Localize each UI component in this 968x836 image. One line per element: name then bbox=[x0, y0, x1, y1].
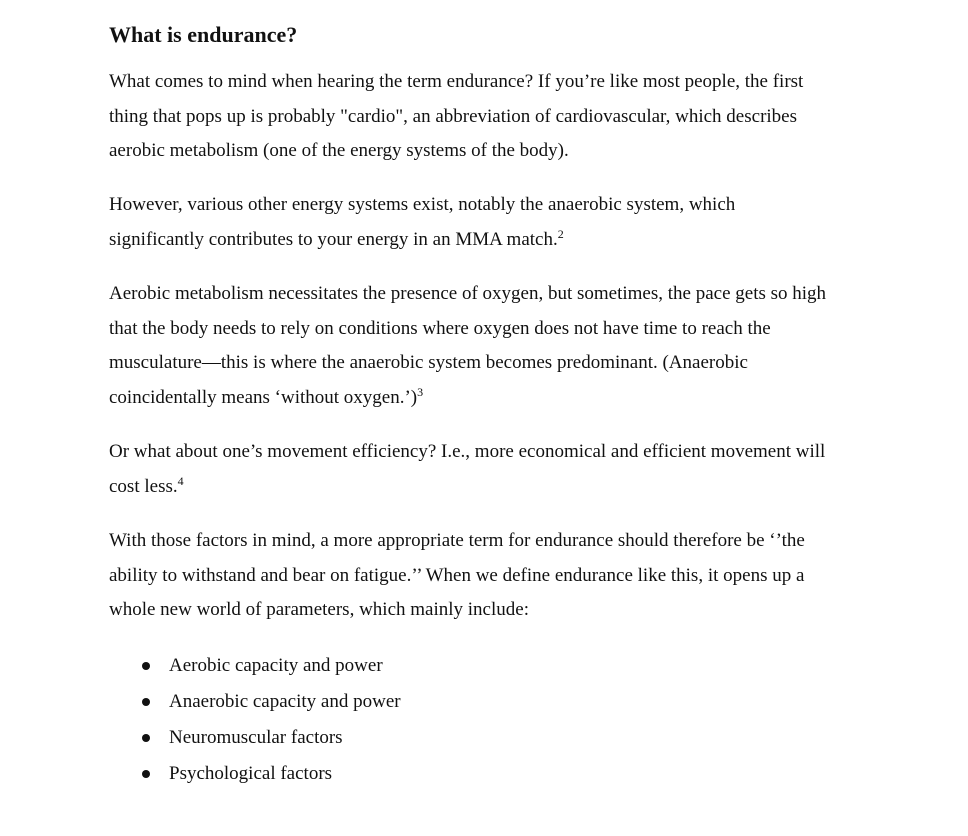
paragraph-line: However, various other energy systems exist, notably the anaerobic system, which bbox=[109, 194, 736, 215]
paragraph-line: that the body needs to rely on conditions where oxygen does not have time to reach the bbox=[109, 317, 771, 339]
paragraph-line: musculature—this is where the anaerobic system becomes predominant. (Anaerobic bbox=[109, 352, 748, 373]
footnote-reference: 2 bbox=[557, 226, 564, 241]
paragraph-anaerobic bbox=[109, 188, 809, 257]
list-item-text: Neuromuscular factors bbox=[169, 727, 343, 748]
paragraph-cardio bbox=[109, 65, 869, 169]
list-item bbox=[109, 720, 401, 756]
footnote-reference: 3 bbox=[417, 384, 424, 399]
paragraph-line: With those factors in mind, a more appropriate term for endurance should therefore be ‘’the bbox=[109, 530, 805, 551]
footnote-reference: 4 bbox=[177, 473, 184, 488]
list-item-text: Anaerobic capacity and power bbox=[169, 691, 401, 712]
bullet-icon bbox=[142, 734, 150, 742]
list-item bbox=[109, 648, 401, 684]
paragraph-oxygen bbox=[109, 277, 884, 415]
paragraph-line: coincidentally means ‘without oxygen.’) bbox=[109, 386, 418, 408]
bullet-icon bbox=[142, 698, 150, 706]
list-item bbox=[109, 756, 401, 792]
list-item-text: Aerobic capacity and power bbox=[169, 655, 383, 676]
paragraph-line: Or what about one’s movement efficiency? I.e., more economical and efficient movement will bbox=[109, 441, 826, 462]
bullet-icon bbox=[142, 662, 150, 670]
paragraph-line: What comes to mind when hearing the term endurance? If you’re like most people, the first bbox=[109, 71, 804, 92]
list-item-text: Psychological factors bbox=[169, 763, 333, 784]
paragraph-line: aerobic metabolism (one of the energy systems of the body). bbox=[109, 140, 569, 161]
paragraph-line: Aerobic metabolism necessitates the presence of oxygen, but sometimes, the pace gets so high bbox=[109, 283, 827, 304]
paragraph-line: significantly contributes to your energy in an MMA match. bbox=[109, 228, 558, 250]
parameters-list bbox=[109, 648, 401, 792]
paragraph-line: cost less. bbox=[109, 475, 178, 497]
paragraph-definition bbox=[109, 524, 869, 628]
bullet-icon bbox=[142, 770, 150, 778]
section-heading: What is endurance? bbox=[109, 22, 298, 47]
paragraph-efficiency bbox=[109, 435, 884, 504]
paragraph-line: ability to withstand and bear on fatigue.’’ When we define endurance like this, it opens up a bbox=[109, 564, 805, 586]
paragraph-line: whole new world of parameters, which mainly include: bbox=[109, 599, 529, 620]
paragraph-line: thing that pops up is probably "cardio", an abbreviation of cardiovascular, which describes bbox=[109, 105, 797, 127]
list-item bbox=[109, 684, 401, 720]
